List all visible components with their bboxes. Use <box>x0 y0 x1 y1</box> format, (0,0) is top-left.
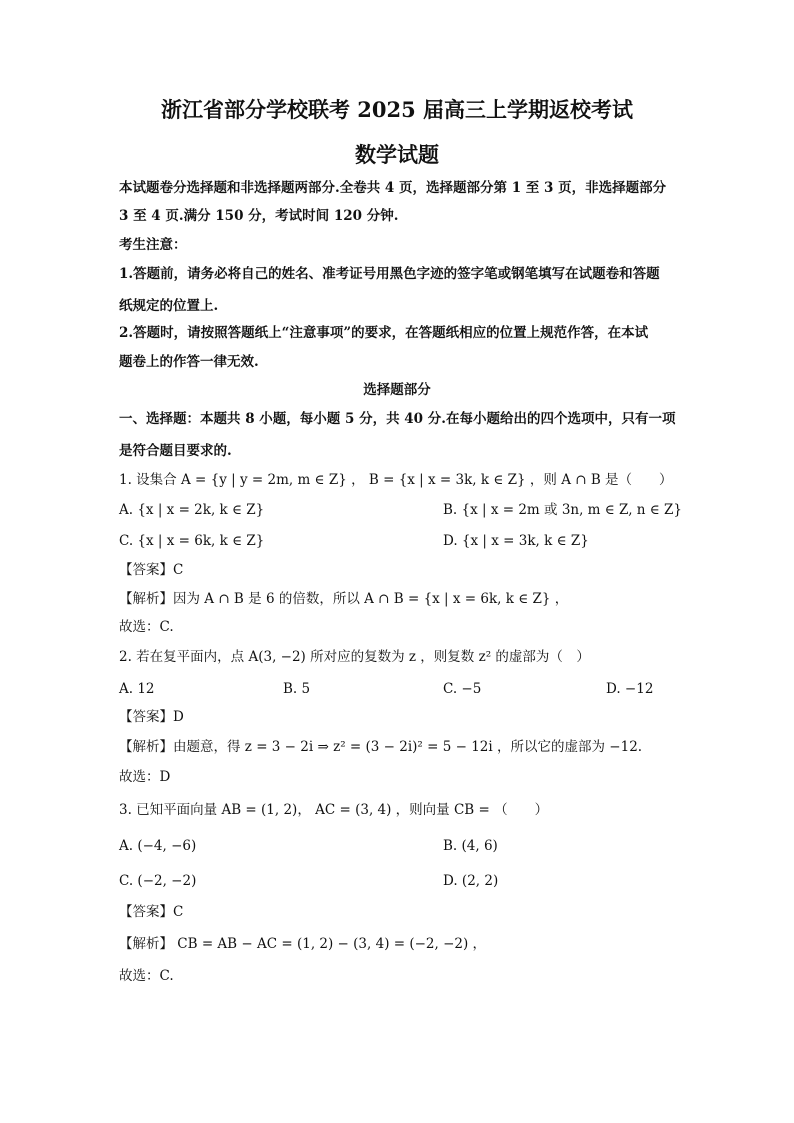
note-2-line-1: 2.答题时，请按照答题纸上“注意事项”的要求，在答题纸相应的位置上规范作答，在本试 <box>119 325 649 341</box>
q2-option-a: A. 12 <box>119 681 155 697</box>
q1-option-d: D. {x | x = 3k, k ∈ Z} <box>443 533 589 549</box>
q3-stem: 3. 已知平面向量 AB = (1, 2)， AC = (3, 4) ，则向量 CB = （ ） <box>119 802 549 818</box>
exam-subtitle: 数学试题 <box>355 142 439 167</box>
note-2-line-2: 题卷上的作答一律无效. <box>119 354 259 370</box>
q3-option-b: B. (4, 6) <box>443 838 498 854</box>
q3-conclusion: 故选：C. <box>119 968 174 984</box>
q1-analysis: 【解析】因为 A ∩ B 是 6 的倍数，所以 A ∩ B = {x | x = 6k, k ∈ Z} ， <box>119 591 569 607</box>
note-1-line-1: 1.答题前，请务必将自己的姓名、准考证号用黑色字迹的签字笔或钢笔填写在试题卷和答题 <box>119 266 660 282</box>
q2-analysis: 【解析】由题意，得 z = 3 − 2i ⇒ z² = (3 − 2i)² = 5 − 12i ，所以它的虚部为 −12. <box>119 739 643 755</box>
q1-option-a: A. {x | x = 2k, k ∈ Z} <box>119 502 265 518</box>
section-desc-line-1: 一、选择题：本题共 8 小题，每小题 5 分，共 40 分.在每小题给出的四个选项中，只有一项 <box>119 411 676 427</box>
q2-answer: 【答案】D <box>119 709 184 725</box>
section-desc-line-2: 是符合题目要求的. <box>119 443 232 459</box>
q2-option-b: B. 5 <box>283 681 311 697</box>
q3-option-a: A. (−4, −6) <box>119 838 197 854</box>
q3-option-d: D. (2, 2) <box>443 873 499 889</box>
q3-option-c: C. (−2, −2) <box>119 873 197 889</box>
notice-label: 考生注意： <box>119 237 187 253</box>
q3-analysis: 【解析】 CB = AB − AC = (1, 2) − (3, 4) = (−2, −2) ， <box>119 936 487 952</box>
q2-stem: 2. 若在复平面内，点 A(3, −2) 所对应的复数为 z ，则复数 z² 的虚部为（ ） <box>119 649 590 665</box>
q1-conclusion: 故选：C. <box>119 619 174 635</box>
section-heading: 选择题部分 <box>363 382 431 398</box>
q2-option-c: C. −5 <box>443 681 482 697</box>
exam-title: 浙江省部分学校联考 2025 届高三上学期返校考试 <box>160 97 634 122</box>
q2-conclusion: 故选：D <box>119 769 171 785</box>
intro-line-1: 本试题卷分选择题和非选择题两部分.全卷共 4 页，选择题部分第 1 至 3 页，非选择题部分 <box>119 180 667 196</box>
q2-option-d: D. −12 <box>606 681 654 697</box>
q1-stem: 1. 设集合 A = {y | y = 2m, m ∈ Z} ， B = {x | x = 3k, k ∈ Z} ，则 A ∩ B 是（ ） <box>119 472 673 488</box>
q1-option-b: B. {x | x = 2m 或 3n, m ∈ Z, n ∈ Z} <box>443 502 683 518</box>
q1-option-c: C. {x | x = 6k, k ∈ Z} <box>119 533 265 549</box>
q1-answer: 【答案】C <box>119 562 184 578</box>
note-1-line-2: 纸规定的位置上. <box>119 298 219 314</box>
q3-answer: 【答案】C <box>119 904 184 920</box>
intro-line-2: 3 至 4 页.满分 150 分，考试时间 120 分钟. <box>119 208 399 224</box>
